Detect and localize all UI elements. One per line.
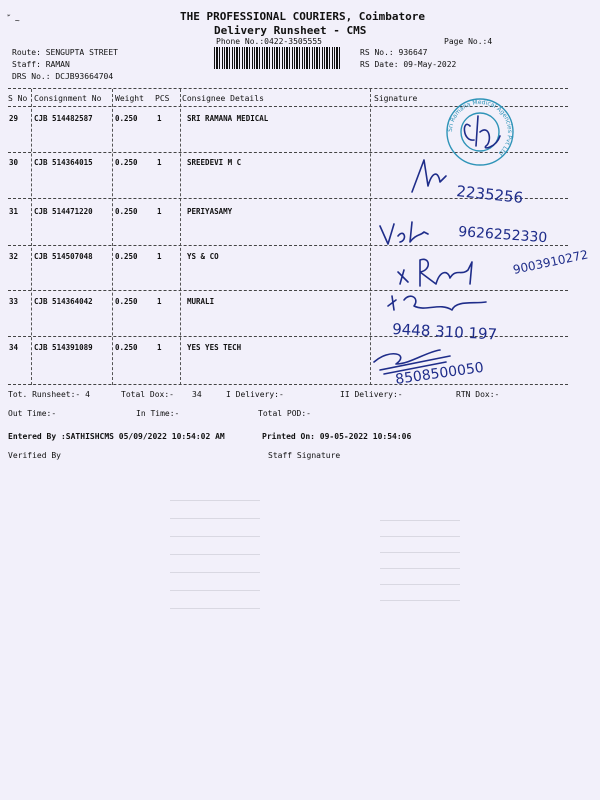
column-header-weight: Weight bbox=[115, 94, 144, 103]
signature-row32 bbox=[398, 259, 472, 286]
drs-number: DRS No.: DCJB93664704 bbox=[12, 72, 114, 81]
rs-date: RS Date: 09-May-2022 bbox=[360, 60, 457, 69]
signature-row34-number: 8508500050 bbox=[394, 359, 485, 388]
row-sno: 33 bbox=[9, 297, 19, 306]
row-weight: 0.250 bbox=[115, 297, 138, 306]
row-pcs: 1 bbox=[157, 252, 162, 261]
entered-by: Entered By :SATHISHCMS 05/09/2022 10:54:02 AM bbox=[8, 432, 225, 441]
total-runsheet: Tot. Runsheet:- 4 bbox=[8, 390, 90, 399]
signature-row30-number: 2235256 bbox=[455, 182, 524, 207]
total-pod: Total POD:- bbox=[258, 409, 311, 418]
row-consignee: MURALI bbox=[187, 297, 215, 306]
row-weight: 0.250 bbox=[115, 252, 138, 261]
signature-row30 bbox=[412, 160, 446, 192]
row-weight: 0.250 bbox=[115, 114, 138, 123]
row-consignee: SRI RAMANA MEDICAL bbox=[187, 114, 269, 123]
column-header-consignment: Consignment No bbox=[34, 94, 102, 103]
row-consignment: CJB 514364042 bbox=[34, 297, 93, 306]
row-consignee: YES YES TECH bbox=[187, 343, 242, 352]
row-consignment: CJB 514507048 bbox=[34, 252, 93, 261]
column-header-consignee: Consignee Details bbox=[182, 94, 264, 103]
row-sno: 32 bbox=[9, 252, 19, 261]
row-pcs: 1 bbox=[157, 207, 162, 216]
staff-signature: Staff Signature bbox=[268, 451, 341, 460]
row-pcs: 1 bbox=[157, 297, 162, 306]
out-time: Out Time:- bbox=[8, 409, 57, 418]
column-header-signature: Signature bbox=[374, 94, 418, 103]
corner-mark: ้ ~ bbox=[10, 16, 20, 25]
in-time: In Time:- bbox=[136, 409, 180, 418]
row-sno: 34 bbox=[9, 343, 19, 352]
column-header-sno: S No bbox=[8, 94, 28, 103]
signature-row33-number: 9448 310 197 bbox=[391, 320, 498, 344]
printed-on: Printed On: 09-05-2022 10:54:06 bbox=[262, 432, 412, 441]
signature-row31-number: 9626252330 bbox=[457, 224, 548, 247]
row-sno: 31 bbox=[9, 207, 19, 216]
total-dox-label: Total Dox:- bbox=[121, 390, 174, 399]
bleed-through-marks bbox=[380, 520, 460, 610]
row-consignee: SREEDEVI M C bbox=[187, 158, 242, 167]
signature-row33 bbox=[388, 296, 486, 310]
staff-field: Staff: RAMAN bbox=[12, 60, 70, 69]
route-field: Route: SENGUPTA STREET bbox=[12, 48, 118, 57]
signature-row32-number: 9003910272 bbox=[511, 247, 590, 277]
row-weight: 0.250 bbox=[115, 343, 138, 352]
row-pcs: 1 bbox=[157, 114, 162, 123]
row-pcs: 1 bbox=[157, 158, 162, 167]
document-title: Delivery Runsheet - CMS bbox=[214, 24, 367, 37]
row-consignee: PERIYASAMY bbox=[187, 207, 233, 216]
company-name: THE PROFESSIONAL COURIERS, Coimbatore bbox=[180, 10, 426, 23]
row-consignment: CJB 514391089 bbox=[34, 343, 93, 352]
verified-by: Verified By bbox=[8, 451, 61, 460]
row-weight: 0.250 bbox=[115, 158, 138, 167]
row-consignee: YS & CO bbox=[187, 252, 219, 261]
stamp-text: Sri Ramana Medical Agencies Pvt Ltd bbox=[446, 98, 514, 157]
row-pcs: 1 bbox=[157, 343, 162, 352]
column-header-pcs: PCS bbox=[155, 94, 170, 103]
row-consignment: CJB 514364015 bbox=[34, 158, 93, 167]
bleed-through-marks bbox=[170, 500, 260, 610]
row-consignment: CJB 514482587 bbox=[34, 114, 93, 123]
row-weight: 0.250 bbox=[115, 207, 138, 216]
signature-row31 bbox=[380, 222, 428, 244]
row-sno: 30 bbox=[9, 158, 19, 167]
i-delivery: I Delivery:- bbox=[226, 390, 284, 399]
row-consignment: CJB 514471220 bbox=[34, 207, 93, 216]
phone-number: Phone No.:0422-3505555 bbox=[216, 37, 322, 46]
page-number: Page No.:4 bbox=[444, 37, 493, 46]
rtn-dox: RTN Dox:- bbox=[456, 390, 500, 399]
rs-number: RS No.: 936647 bbox=[360, 48, 428, 57]
ii-delivery: II Delivery:- bbox=[340, 390, 403, 399]
row-sno: 29 bbox=[9, 114, 19, 123]
total-dox-value: 34 bbox=[192, 390, 202, 399]
